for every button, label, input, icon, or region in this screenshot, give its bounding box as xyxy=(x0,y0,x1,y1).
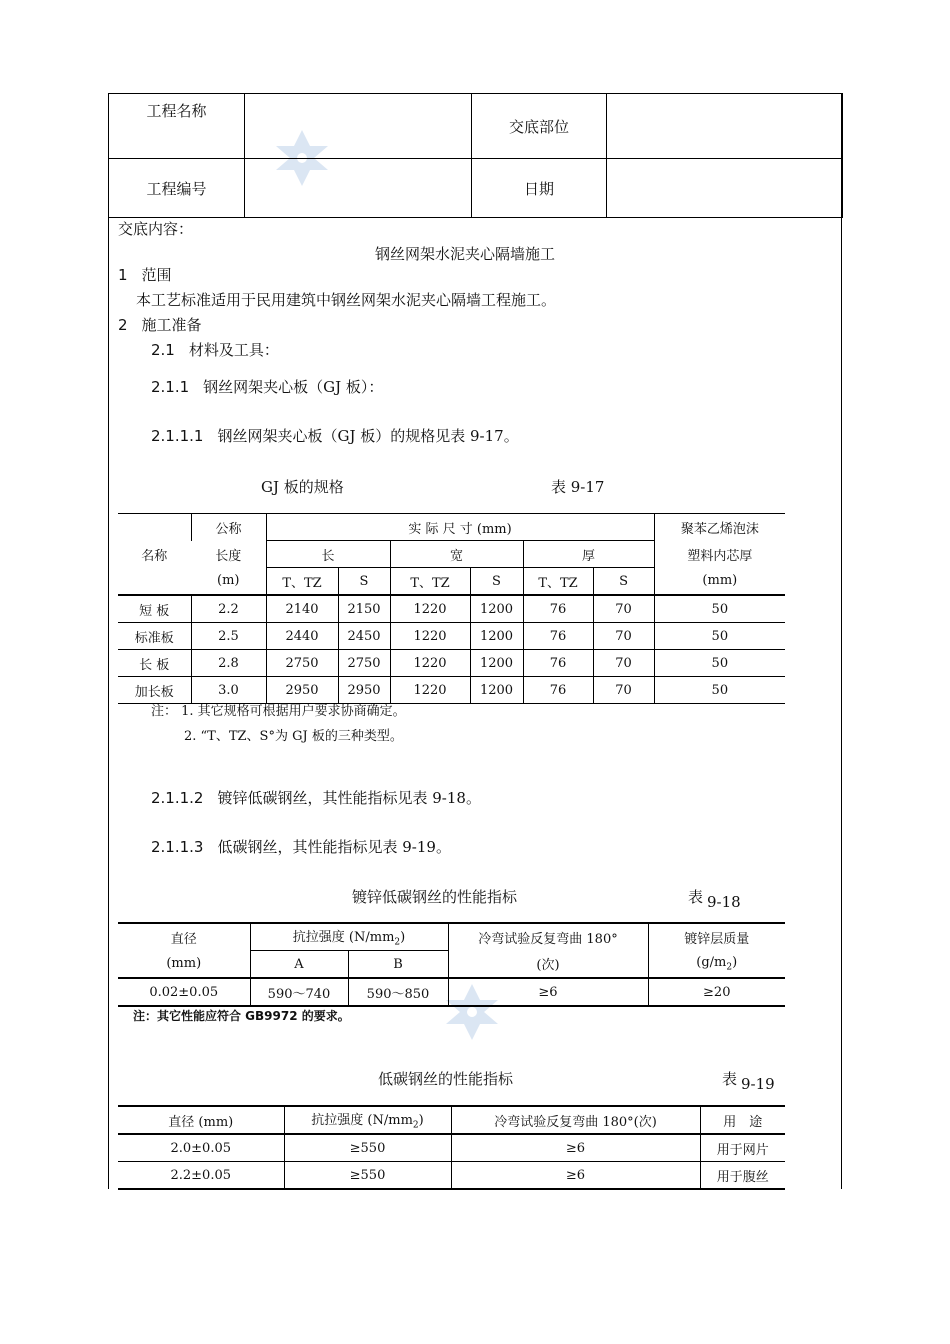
table-header-bend-unit: (次) xyxy=(448,951,648,979)
table-row xyxy=(118,1134,785,1162)
cell: 590～850 xyxy=(348,978,448,1006)
cell: 1200 xyxy=(470,595,523,623)
table-918-caption: 镀锌低碳钢丝的性能指标 xyxy=(352,888,518,906)
cell: 70 xyxy=(593,650,654,677)
project-no-label: 工程编号 xyxy=(109,159,245,218)
cell: 76 xyxy=(523,677,593,704)
cell: 用于腹丝 xyxy=(700,1162,785,1190)
cell: 2.0±0.05 xyxy=(170,1140,231,1156)
cell: 50 xyxy=(654,650,785,677)
cell: 70 xyxy=(593,677,654,704)
cell: 短 板 xyxy=(139,603,170,619)
table-header-diameter: 直径 (mm) xyxy=(168,1114,234,1130)
table-917-note-2: 2. “T、TZ、S°为 GJ 板的三种类型。 xyxy=(184,729,403,744)
handover-part-field[interactable] xyxy=(607,94,843,159)
table-917 xyxy=(118,513,785,704)
table-header-name: 名称 xyxy=(141,548,168,564)
cell: 76 xyxy=(523,623,593,650)
table-header-eps-3: (mm) xyxy=(654,568,785,596)
cell: ≥550 xyxy=(284,1162,451,1190)
cell: 2.8 xyxy=(191,650,266,677)
table-header-diameter-unit: (mm) xyxy=(166,956,202,972)
cell: 2950 xyxy=(338,677,390,704)
table-917-note-1: 注： 1. 其它规格可根据用户要求协商确定。 xyxy=(151,704,406,719)
cell: 50 xyxy=(654,595,785,623)
table-header-use: 用 途 xyxy=(700,1106,785,1134)
document-title: 钢丝网架水泥夹心隔墙施工 xyxy=(375,245,556,263)
table-header-length-1: 公称 xyxy=(191,514,266,541)
cell: ≥6 xyxy=(451,1162,700,1190)
table-918-number-prefix: 表 xyxy=(688,888,704,906)
cell: 2.5 xyxy=(191,623,266,650)
table-918-number: 9-18 xyxy=(707,893,741,911)
table-row xyxy=(118,623,785,650)
cell: ≥6 xyxy=(448,978,648,1006)
cell: 1220 xyxy=(390,677,470,704)
project-no-field[interactable] xyxy=(245,159,472,218)
table-header-bend: 冷弯试验反复弯曲 180°(次) xyxy=(451,1106,700,1134)
cell: 76 xyxy=(523,595,593,623)
cell: ≥550 xyxy=(284,1134,451,1162)
table-header-t: T、TZ xyxy=(266,568,338,596)
section-2-1-1-1: 2.1.1.1 钢丝网架夹心板（GJ 板）的规格见表 9-17。 xyxy=(151,427,519,445)
table-header-thick: 厚 xyxy=(523,541,654,568)
table-row xyxy=(118,978,785,1006)
cell: 2750 xyxy=(338,650,390,677)
table-header-diameter: 直径 xyxy=(170,931,197,947)
table-header-length-2: 长度 xyxy=(215,548,242,564)
table-header-eps-1: 聚苯乙烯泡沫 xyxy=(654,514,785,541)
table-919-caption: 低碳钢丝的性能指标 xyxy=(378,1070,514,1088)
cell: 1200 xyxy=(470,677,523,704)
cell: 1220 xyxy=(390,623,470,650)
table-header-s: S xyxy=(470,568,523,596)
table-918 xyxy=(118,922,785,1007)
cell: ≥20 xyxy=(648,978,785,1006)
table-header-zinc-unit: $(g/m_2)$ xyxy=(648,951,785,979)
cell: 2950 xyxy=(266,677,338,704)
cell: 加长板 xyxy=(134,684,174,700)
table-header-tensile: 抗拉强度 $(N/mm_2)$ xyxy=(284,1106,451,1134)
table-header-zinc: 镀锌层质量 xyxy=(648,923,785,951)
table-header-s: S xyxy=(338,568,390,596)
cell: 0.02±0.05 xyxy=(149,984,219,1000)
table-header-t: T、TZ xyxy=(390,568,470,596)
table-header-long: 长 xyxy=(266,541,390,568)
cell: 70 xyxy=(593,623,654,650)
content-label: 交底内容： xyxy=(118,220,194,238)
table-header-b: B xyxy=(348,951,448,979)
section-2-1-1-3: 2.1.1.3 低碳钢丝，其性能指标见表 9-19。 xyxy=(151,838,451,856)
cell: 2450 xyxy=(338,623,390,650)
cell: 长 板 xyxy=(139,657,170,673)
table-917-caption: GJ 板的规格 xyxy=(261,478,344,496)
cell: 50 xyxy=(654,623,785,650)
table-header-bend: 冷弯试验反复弯曲 180° xyxy=(448,923,648,951)
table-header-s: S xyxy=(593,568,654,596)
table-917-number: 表 9-17 xyxy=(551,478,605,496)
cell: 2140 xyxy=(266,595,338,623)
cell: 1220 xyxy=(390,650,470,677)
table-919-number: 9-19 xyxy=(741,1075,775,1093)
table-919-number-prefix: 表 xyxy=(722,1070,738,1088)
cell: 2.2±0.05 xyxy=(170,1167,231,1183)
table-header-a: A xyxy=(250,951,348,979)
table-header-length-3: (m) xyxy=(217,573,240,589)
cell: 3.0 xyxy=(191,677,266,704)
project-name-field[interactable] xyxy=(245,94,472,159)
cell: 1200 xyxy=(470,623,523,650)
table-918-note: 注：其它性能应符合 GB9972 的要求。 xyxy=(133,1009,350,1023)
date-label: 日期 xyxy=(472,159,607,218)
section-2-1: 2.1 材料及工具： xyxy=(151,341,279,359)
section-2-heading: 2 施工准备 xyxy=(118,316,202,334)
table-row xyxy=(118,595,785,623)
cell: 标准板 xyxy=(134,630,174,646)
table-header-actual-size: 实 际 尺 寸 (mm) xyxy=(266,514,654,541)
table-row xyxy=(118,1162,785,1190)
cell: 590～740 xyxy=(250,978,348,1006)
table-919 xyxy=(118,1105,785,1190)
project-name-label: 工程名称 xyxy=(109,94,245,159)
cell: 70 xyxy=(593,595,654,623)
cell: 76 xyxy=(523,650,593,677)
cell: 2.2 xyxy=(191,595,266,623)
section-2-1-1: 2.1.1 钢丝网架夹心板（GJ 板）： xyxy=(151,378,384,396)
header-form xyxy=(108,93,843,218)
cell: 2150 xyxy=(338,595,390,623)
table-header-tensile: 抗拉强度 $(N/mm_2)$ xyxy=(250,923,448,951)
table-header-wide: 宽 xyxy=(390,541,523,568)
section-1-heading: 1 范围 xyxy=(118,266,172,284)
cell: 2750 xyxy=(266,650,338,677)
cell: 50 xyxy=(654,677,785,704)
date-field[interactable] xyxy=(607,159,843,218)
cell: 1200 xyxy=(470,650,523,677)
cell: 用于网片 xyxy=(700,1134,785,1162)
section-2-1-1-2: 2.1.1.2 镀锌低碳钢丝，其性能指标见表 9-18。 xyxy=(151,789,481,807)
table-header-t: T、TZ xyxy=(523,568,593,596)
table-header-eps-2: 塑料内芯厚 xyxy=(654,541,785,568)
section-1-text: 本工艺标准适用于民用建筑中钢丝网架水泥夹心隔墙工程施工。 xyxy=(136,291,557,309)
cell: ≥6 xyxy=(451,1134,700,1162)
table-row xyxy=(118,650,785,677)
handover-part-label: 交底部位 xyxy=(472,94,607,159)
cell: 1220 xyxy=(390,595,470,623)
cell: 2440 xyxy=(266,623,338,650)
